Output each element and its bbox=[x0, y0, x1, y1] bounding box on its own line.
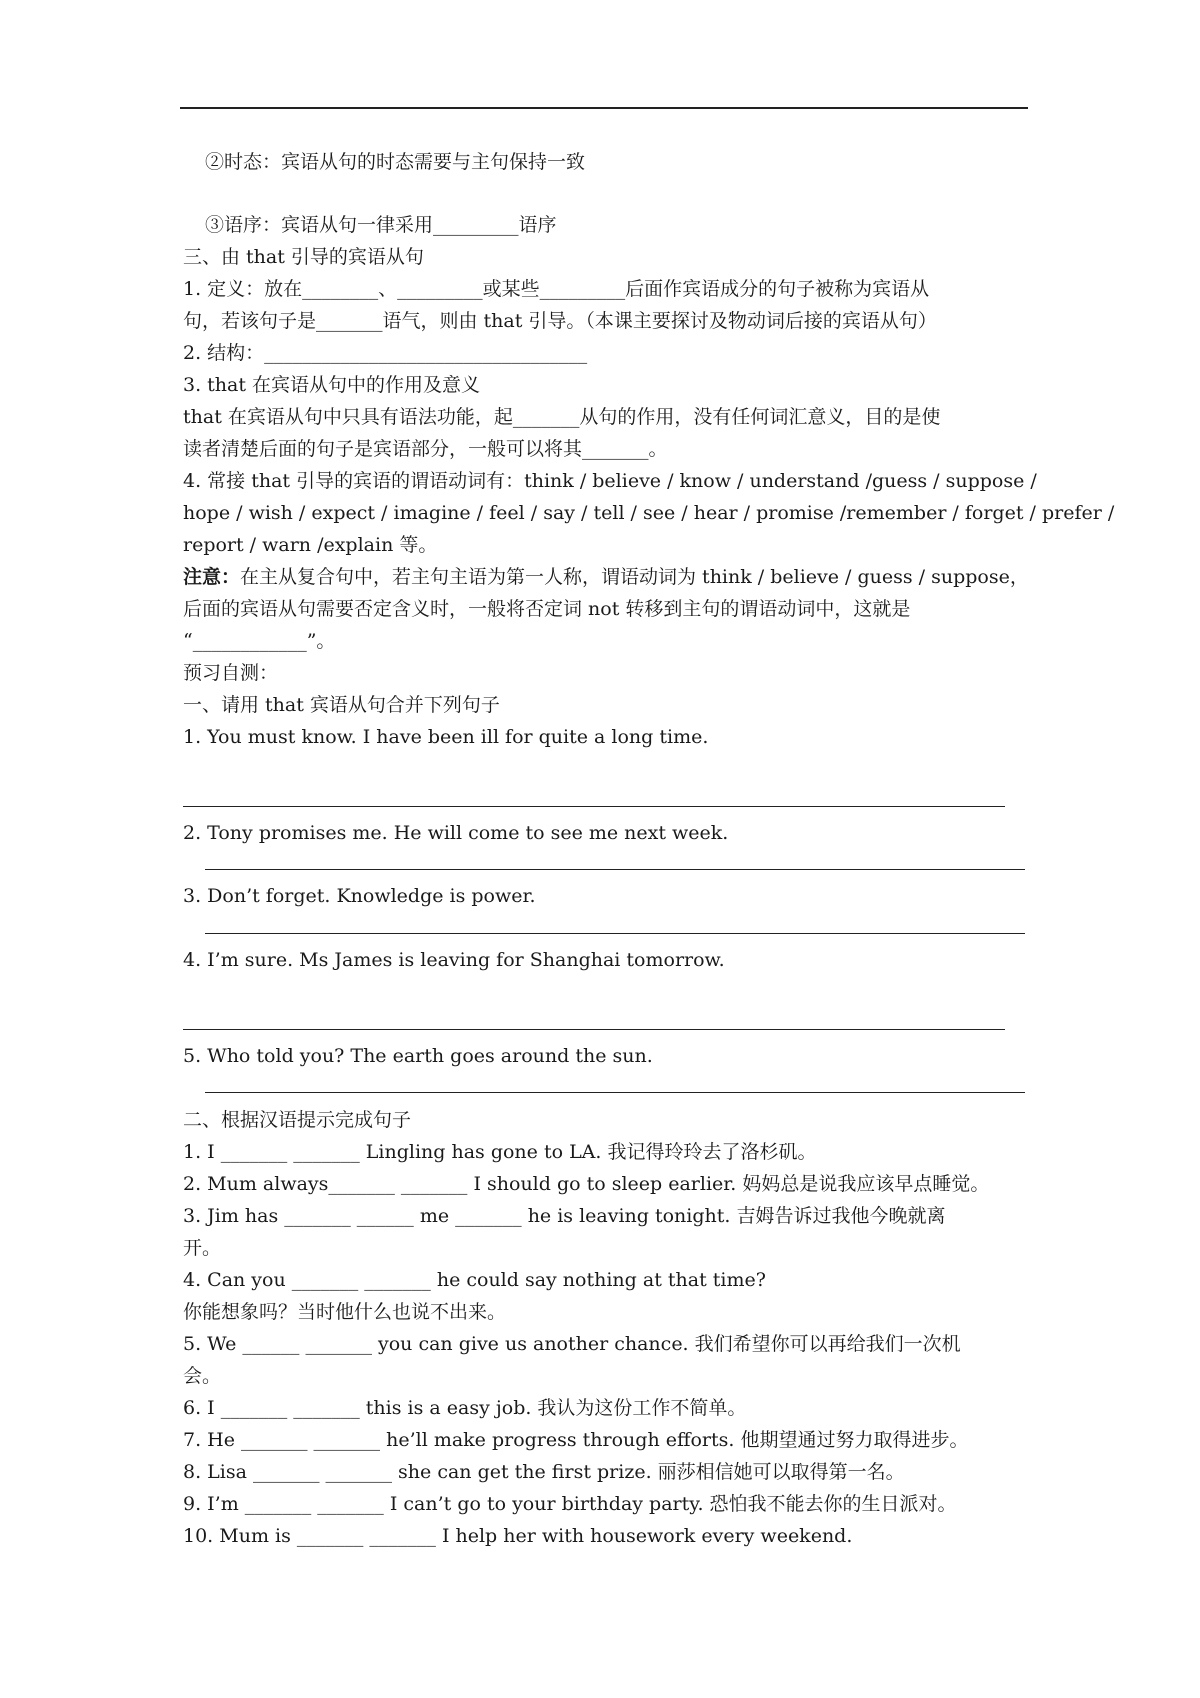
part2-line-3-cont: 开。 bbox=[183, 1237, 222, 1259]
tense-line: ②时态：宾语从句的时态需要与主句保持一致 bbox=[205, 151, 586, 173]
section3-heading: 三、由 that 引导的宾语从句 bbox=[183, 246, 424, 268]
part1-item-2: 2. Tony promises me. He will come to see me next week. bbox=[183, 822, 729, 844]
note-line-3: “____________”。 bbox=[183, 630, 336, 652]
header-rule bbox=[180, 107, 1028, 109]
note-label: 注意： bbox=[183, 566, 241, 588]
part2-line-3: 3. Jim has _______ ______ me _______ he is leaving tonight. 吉姆告诉过我他今晚就离 bbox=[183, 1205, 946, 1227]
answer-line-2[interactable] bbox=[205, 869, 1025, 870]
verbs-line-1: 4. 常接 that 引导的宾语的谓语动词有：think / believe / know / understand /guess / suppose / bbox=[183, 470, 1037, 492]
verbs-line-2: hope / wish / expect / imagine / feel / say / tell / see / hear / promise /remember / forget / prefer / bbox=[183, 502, 1115, 524]
definition-line-1: 1. 定义：放在________、_________或某些_________后面作宾语成分的句子被称为宾语从 bbox=[183, 278, 930, 300]
role-line-2: 读者清楚后面的句子是宾语部分，一般可以将其_______。 bbox=[183, 438, 668, 460]
note-text-1: 在主从复合句中，若主句主语为第一人称，谓语动词为 think / believe / guess / suppose， bbox=[240, 566, 1029, 588]
answer-line-4[interactable] bbox=[183, 1029, 1005, 1030]
note-line-2: 后面的宾语从句需要否定含义时，一般将否定词 not 转移到主句的谓语动词中，这就是 bbox=[183, 598, 911, 620]
structure-line: 2. 结构：__________________________________ bbox=[183, 342, 588, 364]
part2-line-8: 8. Lisa _______ _______ she can get the first prize. 丽莎相信她可以取得第一名。 bbox=[183, 1461, 905, 1483]
part1-heading: 一、请用 that 宾语从句合并下列句子 bbox=[183, 694, 500, 716]
role-heading: 3. that 在宾语从句中的作用及意义 bbox=[183, 374, 481, 396]
part1-item-3: 3. Don’t forget. Knowledge is power. bbox=[183, 885, 536, 907]
part2-line-10: 10. Mum is _______ _______ I help her with housework every weekend. bbox=[183, 1525, 853, 1547]
part2-line-9: 9. I’m _______ _______ I can’t go to your birthday party. 恐怕我不能去你的生日派对。 bbox=[183, 1493, 957, 1515]
order-line: ③语序：宾语从句一律采用_________语序 bbox=[205, 214, 557, 236]
part1-item-5: 5. Who told you? The earth goes around the sun. bbox=[183, 1045, 653, 1067]
note-line-1 bbox=[183, 564, 1029, 590]
answer-line-1[interactable] bbox=[183, 806, 1005, 807]
part1-item-4: 4. I’m sure. Ms James is leaving for Shanghai tomorrow. bbox=[183, 949, 725, 971]
verbs-line-3: report / warn /explain 等。 bbox=[183, 534, 438, 556]
answer-line-5[interactable] bbox=[205, 1092, 1025, 1093]
part1-item-1: 1. You must know. I have been ill for quite a long time. bbox=[183, 726, 709, 748]
part2-heading: 二、根据汉语提示完成句子 bbox=[183, 1109, 412, 1131]
role-line-1: that 在宾语从句中只具有语法功能，起_______从句的作用，没有任何词汇意义，目的是使 bbox=[183, 406, 941, 428]
part2-line-1: 1. I _______ _______ Lingling has gone to LA. 我记得玲玲去了洛杉矶。 bbox=[183, 1141, 817, 1163]
part2-line-6: 6. I _______ _______ this is a easy job. 我认为这份工作不简单。 bbox=[183, 1397, 747, 1419]
part2-line-2: 2. Mum always_______ _______ I should go to sleep earlier. 妈妈总是说我应该早点睡觉。 bbox=[183, 1173, 990, 1195]
part2-line-5: 5. We ______ _______ you can give us another chance. 我们希望你可以再给我们一次机 bbox=[183, 1333, 961, 1355]
part2-line-5-cont: 会。 bbox=[183, 1365, 222, 1387]
part2-line-4: 4. Can you _______ _______ he could say nothing at that time? bbox=[183, 1269, 766, 1291]
answer-line-3[interactable] bbox=[205, 933, 1025, 934]
definition-line-2: 句，若该句子是_______语气，则由 that 引导。（本课主要探讨及物动词后接的宾语从句） bbox=[183, 310, 937, 332]
preview-heading: 预习自测： bbox=[183, 662, 279, 684]
part2-line-7: 7. He _______ _______ he’ll make progress through efforts. 他期望通过努力取得进步。 bbox=[183, 1429, 969, 1451]
part2-line-4-cont: 你能想象吗？当时他什么也说不出来。 bbox=[183, 1301, 507, 1323]
